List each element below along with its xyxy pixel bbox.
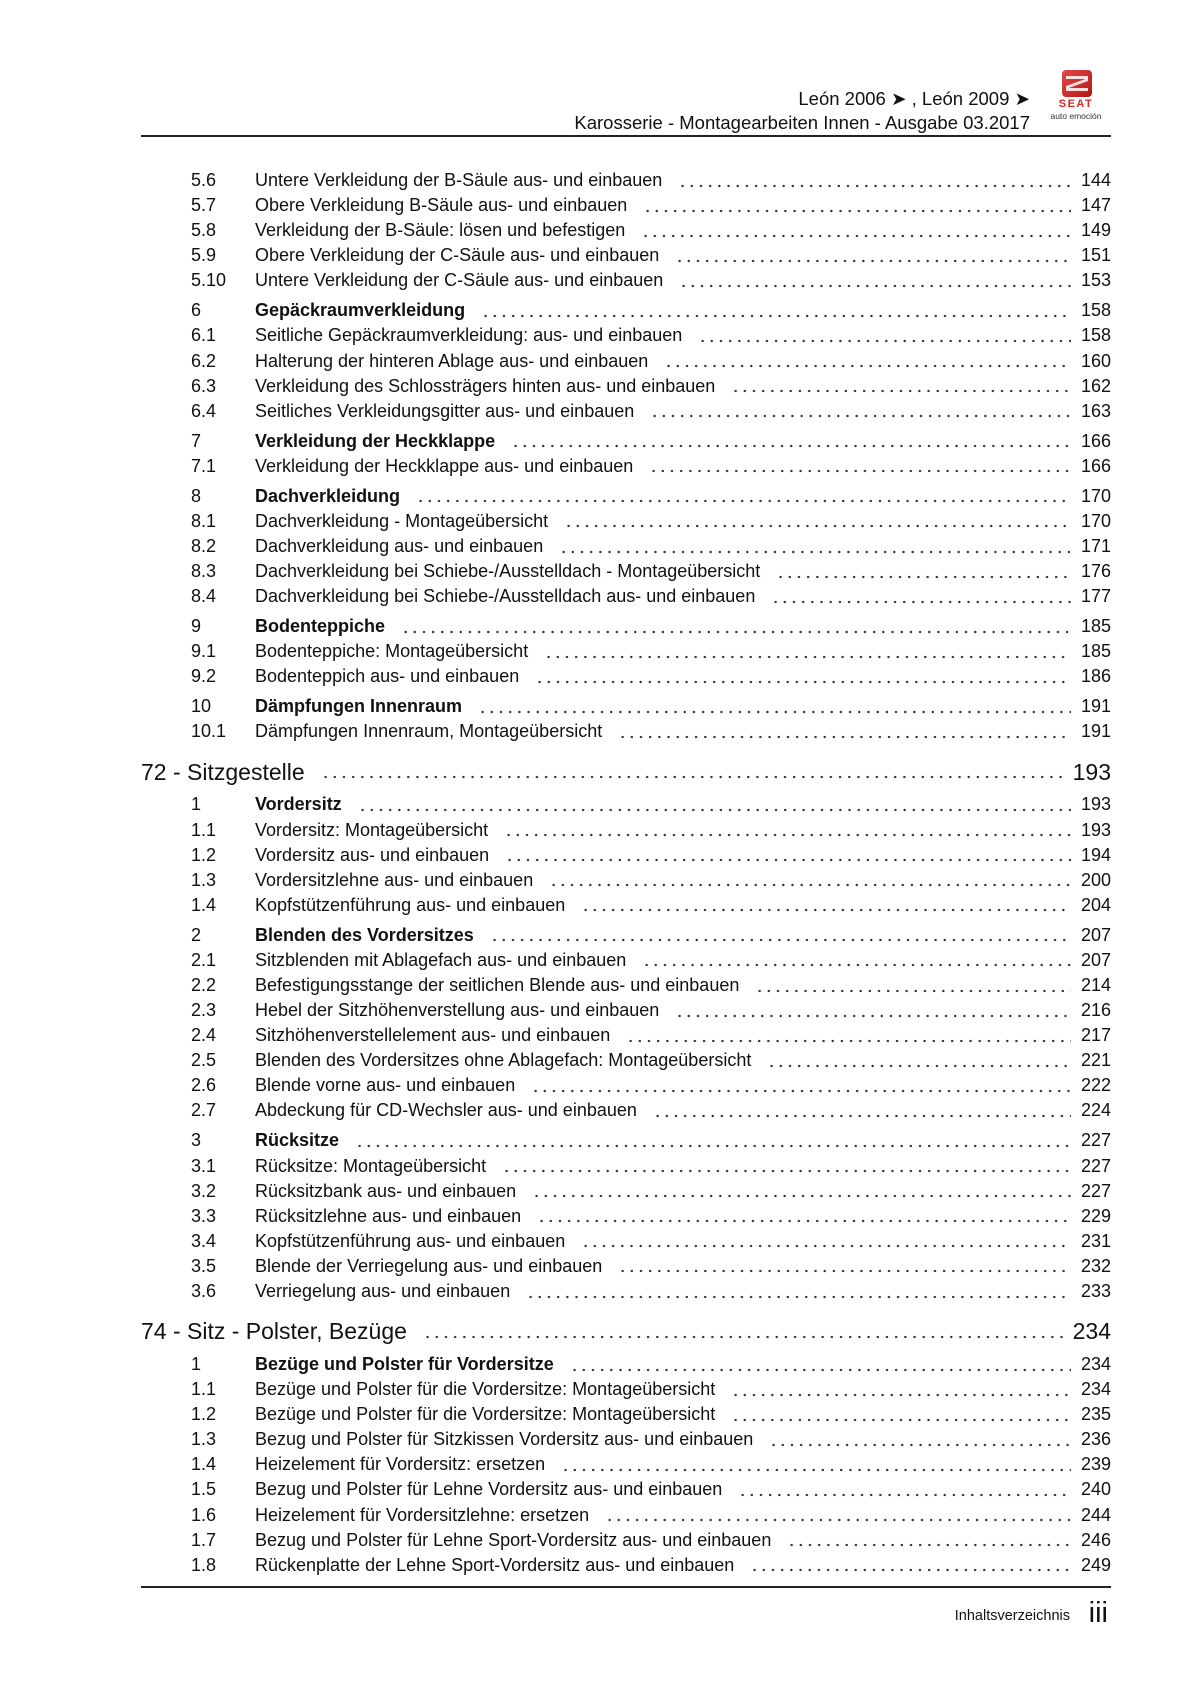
- toc-entry-number: 8.2: [191, 535, 217, 556]
- dot-leader: [358, 807, 1071, 813]
- toc-sub-entry[interactable]: [141, 893, 1111, 918]
- toc-entry-page: 236: [1080, 1429, 1111, 1450]
- toc-entry-title: Bezüge und Polster für Vordersitze: [255, 1353, 554, 1374]
- toc-entry-page: 149: [1080, 220, 1111, 241]
- dot-leader: [679, 283, 1071, 289]
- toc-sub-entry[interactable]: [141, 998, 1111, 1023]
- toc-entry-number: 6.2: [191, 350, 217, 371]
- dot-leader: [490, 937, 1071, 943]
- dot-leader: [532, 1193, 1071, 1199]
- toc-entry-page: 204: [1080, 894, 1111, 915]
- toc-entry-page: 163: [1080, 400, 1111, 421]
- toc-entry-page: 194: [1080, 844, 1111, 865]
- header-models: León 2006 ➤ , León 2009 ➤: [798, 88, 1030, 109]
- toc-entry-title: Rücksitzlehne aus- und einbauen: [255, 1205, 522, 1226]
- toc-sub-entry[interactable]: [141, 1073, 1111, 1098]
- dot-leader: [675, 258, 1071, 264]
- toc-entry-title: Gepäckraumverkleidung: [255, 300, 466, 321]
- toc-entry-number: 6.3: [191, 375, 217, 396]
- toc-sub-entry[interactable]: [141, 1179, 1111, 1204]
- toc-entry-page: 234: [1080, 1379, 1111, 1400]
- toc-entry-number: 3.3: [191, 1205, 217, 1226]
- dot-leader: [755, 988, 1071, 994]
- toc-entry-number: 2.5: [191, 1050, 217, 1071]
- toc-entry-number: 1.2: [191, 1404, 217, 1425]
- toc-entry-number: 6: [191, 300, 202, 321]
- toc-entry-title: Blende vorne aus- und einbauen: [255, 1075, 516, 1096]
- toc-entry-title: Obere Verkleidung B-Säule aus- und einbauen: [255, 195, 628, 216]
- dot-leader: [750, 1567, 1071, 1573]
- toc-sub-entry[interactable]: [141, 1229, 1111, 1254]
- toc-entry-page: 227: [1080, 1130, 1111, 1151]
- toc-entry-number: 1.2: [191, 844, 217, 865]
- toc-sub-entry[interactable]: [141, 1427, 1111, 1452]
- toc-entry-title: Blenden des Vordersitzes: [255, 924, 474, 945]
- toc-entry-number: 2.4: [191, 1025, 217, 1046]
- toc-entry-page: 193: [1080, 819, 1111, 840]
- toc-entry-title: Bodenteppich aus- und einbauen: [255, 666, 520, 687]
- toc-entry-page: 200: [1080, 869, 1111, 890]
- toc-entry-page: 186: [1080, 666, 1111, 687]
- toc-entry-page: 185: [1080, 616, 1111, 637]
- dot-leader: [423, 1334, 1063, 1340]
- toc-sub-entry[interactable]: [141, 818, 1111, 843]
- toc-entry-number: 2.6: [191, 1075, 217, 1096]
- toc-sub-entry[interactable]: [141, 1477, 1111, 1502]
- toc-entry-title: Vordersitz: [255, 794, 342, 815]
- toc-entry-page: 234: [1080, 1353, 1111, 1374]
- toc-section-entry[interactable]: [141, 694, 1111, 719]
- toc-entry-title: Seitliche Gepäckraumverkleidung: aus- und einbauen: [255, 325, 683, 346]
- header-subtitle: Karosserie - Montagearbeiten Innen - Ausgabe 03.2017: [574, 112, 1030, 133]
- toc-entry-page: 224: [1080, 1100, 1111, 1121]
- toc-entry-page: 160: [1080, 350, 1111, 371]
- dot-leader: [769, 1442, 1071, 1448]
- toc-entry-page: 214: [1080, 974, 1111, 995]
- toc-entry-title: Heizelement für Vordersitz: ersetzen: [255, 1454, 546, 1475]
- dot-leader: [564, 523, 1071, 529]
- toc-sub-entry[interactable]: [141, 639, 1111, 664]
- toc-entry-title: Obere Verkleidung der C-Säule aus- und einbauen: [255, 245, 660, 266]
- toc-sub-entry[interactable]: [141, 218, 1111, 243]
- toc-entry-title: Dachverkleidung bei Schiebe-/Ausstelldach - Montageübersicht: [255, 561, 761, 582]
- dot-leader: [561, 1467, 1071, 1473]
- footer-page-number: iii: [1088, 1597, 1108, 1629]
- toc-entry-page: 207: [1080, 924, 1111, 945]
- dot-leader: [401, 629, 1071, 635]
- toc-sub-entry[interactable]: [141, 1528, 1111, 1553]
- toc-entry-number: 2.1: [191, 949, 217, 970]
- dot-leader: [478, 709, 1071, 715]
- toc-entry-title: Sitzblenden mit Ablagefach aus- und einbauen: [255, 949, 627, 970]
- toc-chapter-entry[interactable]: [141, 1316, 1111, 1347]
- toc-entry-page: 147: [1080, 195, 1111, 216]
- toc-entry-number: 1.5: [191, 1479, 217, 1500]
- dot-leader: [416, 498, 1071, 504]
- dot-leader: [731, 1392, 1071, 1398]
- toc-entry-number: 5.7: [191, 195, 217, 216]
- toc-entry-number: 1.7: [191, 1529, 217, 1550]
- toc-entry-page: 162: [1080, 375, 1111, 396]
- toc-entry-title: 74 - Sitz - Polster, Bezüge: [141, 1318, 407, 1345]
- toc-sub-entry[interactable]: [141, 168, 1111, 193]
- dot-leader: [502, 1168, 1071, 1174]
- dot-leader: [537, 1218, 1071, 1224]
- toc-entry-number: 8: [191, 485, 202, 506]
- dot-leader: [738, 1492, 1071, 1498]
- toc-section-entry[interactable]: [141, 298, 1111, 323]
- dot-leader: [771, 599, 1071, 605]
- dot-leader: [653, 1113, 1071, 1119]
- toc-entry-title: Kopfstützenführung aus- und einbauen: [255, 1230, 566, 1251]
- toc-entry-number: 2.3: [191, 1000, 217, 1021]
- toc-entry-title: Bezüge und Polster für die Vordersitze: Montageübersicht: [255, 1379, 716, 1400]
- toc-entry-title: Dachverkleidung aus- und einbauen: [255, 535, 544, 556]
- dot-leader: [355, 1143, 1071, 1149]
- toc-entry-page: 216: [1080, 1000, 1111, 1021]
- toc-entry-page: 158: [1080, 300, 1111, 321]
- logo-text: SEAT: [1058, 98, 1094, 110]
- toc-entry-title: Dachverkleidung bei Schiebe-/Ausstelldach aus- und einbauen: [255, 586, 756, 607]
- toc-entry-title: Seitliches Verkleidungsgitter aus- und einbauen: [255, 400, 635, 421]
- toc-entry-number: 9.1: [191, 641, 217, 662]
- dot-leader: [504, 832, 1071, 838]
- toc-entry-number: 8.4: [191, 586, 217, 607]
- dot-leader: [675, 1013, 1071, 1019]
- toc-entry-number: 5.8: [191, 220, 217, 241]
- toc-entry-number: 7: [191, 430, 202, 451]
- toc-entry-title: 72 - Sitzgestelle: [141, 758, 305, 785]
- toc-section-entry[interactable]: [141, 484, 1111, 509]
- toc-entry-page: 177: [1080, 586, 1111, 607]
- toc-entry-title: Blenden des Vordersitzes ohne Ablagefach: Montageübersicht: [255, 1050, 752, 1071]
- toc-entry-page: 166: [1080, 455, 1111, 476]
- toc-entry-page: 193: [1080, 794, 1111, 815]
- toc-sub-entry[interactable]: [141, 1254, 1111, 1279]
- toc-entry-title: Vordersitzlehne aus- und einbauen: [255, 869, 534, 890]
- toc-section-entry[interactable]: [141, 614, 1111, 639]
- footer-section-name: Inhaltsverzeichnis: [954, 1608, 1070, 1624]
- header-divider: [141, 135, 1111, 137]
- toc-sub-entry[interactable]: [141, 559, 1111, 584]
- dot-leader: [618, 734, 1071, 740]
- dot-leader: [481, 313, 1071, 319]
- toc-sub-entry[interactable]: [141, 1204, 1111, 1229]
- logo-slogan: auto emoción: [1050, 111, 1102, 121]
- toc-entry-number: 1.1: [191, 819, 217, 840]
- dot-leader: [570, 1367, 1071, 1373]
- toc-sub-entry[interactable]: [141, 323, 1111, 348]
- toc-entry-title: Dämpfungen Innenraum: [255, 696, 463, 717]
- dot-leader: [776, 574, 1071, 580]
- toc-entry-page: 191: [1080, 696, 1111, 717]
- dot-leader: [544, 654, 1071, 660]
- footer-divider: [141, 1586, 1111, 1588]
- toc-entry-number: 1.1: [191, 1379, 217, 1400]
- toc-entry-page: 185: [1080, 641, 1111, 662]
- toc-entry-page: 240: [1080, 1479, 1111, 1500]
- toc-entry-number: 3.2: [191, 1180, 217, 1201]
- toc-section-entry[interactable]: [141, 429, 1111, 454]
- toc-entry-title: Bodenteppiche: Montageübersicht: [255, 641, 529, 662]
- dot-leader: [511, 443, 1071, 449]
- toc-entry-number: 3.1: [191, 1155, 217, 1176]
- toc-entry-number: 8.1: [191, 510, 217, 531]
- toc-entry-title: Verkleidung der B-Säule: lösen und befestigen: [255, 220, 626, 241]
- toc-entry-page: 246: [1080, 1529, 1111, 1550]
- dot-leader: [643, 208, 1071, 214]
- toc-entry-page: 234: [1072, 1318, 1111, 1345]
- toc-entry-page: 191: [1080, 721, 1111, 742]
- toc-entry-page: 227: [1080, 1155, 1111, 1176]
- toc-entry-title: Vordersitz: Montageübersicht: [255, 819, 489, 840]
- toc-sub-entry[interactable]: [141, 1048, 1111, 1073]
- toc-entry-number: 6.4: [191, 400, 217, 421]
- dot-leader: [664, 363, 1071, 369]
- toc-entry-page: 171: [1080, 535, 1111, 556]
- toc-sub-entry[interactable]: [141, 374, 1111, 399]
- toc-entry-title: Verkleidung der Heckklappe: [255, 430, 496, 451]
- toc-entry-number: 3.6: [191, 1280, 217, 1301]
- toc-entry-title: Sitzhöhenverstellelement aus- und einbauen: [255, 1025, 611, 1046]
- toc-entry-page: 222: [1080, 1075, 1111, 1096]
- dot-leader: [581, 907, 1071, 913]
- dot-leader: [767, 1063, 1071, 1069]
- toc-entry-number: 9.2: [191, 666, 217, 687]
- toc-entry-page: 166: [1080, 430, 1111, 451]
- toc-entry-page: 232: [1080, 1255, 1111, 1276]
- toc-entry-page: 244: [1080, 1504, 1111, 1525]
- dot-leader: [321, 774, 1063, 780]
- toc-sub-entry[interactable]: [141, 1402, 1111, 1427]
- toc-sub-entry[interactable]: [141, 243, 1111, 268]
- toc-entry-page: 249: [1080, 1554, 1111, 1575]
- table-of-contents: [141, 168, 1111, 1578]
- toc-entry-title: Rücksitze: Montageübersicht: [255, 1155, 487, 1176]
- toc-entry-number: 1.3: [191, 869, 217, 890]
- toc-entry-title: Bezug und Polster für Lehne Sport-Vordersitz aus- und einbauen: [255, 1529, 772, 1550]
- toc-sub-entry[interactable]: [141, 399, 1111, 424]
- dot-leader: [642, 962, 1071, 968]
- toc-sub-entry[interactable]: [141, 1098, 1111, 1123]
- toc-entry-number: 3.5: [191, 1255, 217, 1276]
- toc-sub-entry[interactable]: [141, 843, 1111, 868]
- dot-leader: [650, 413, 1071, 419]
- toc-entry-number: 1.3: [191, 1429, 217, 1450]
- toc-entry-page: 239: [1080, 1454, 1111, 1475]
- toc-section-entry[interactable]: [141, 923, 1111, 948]
- toc-sub-entry[interactable]: [141, 193, 1111, 218]
- toc-chapter-entry[interactable]: [141, 757, 1111, 788]
- toc-sub-entry[interactable]: [141, 454, 1111, 479]
- toc-sub-entry[interactable]: [141, 509, 1111, 534]
- toc-entry-title: Halterung der hinteren Ablage aus- und einbauen: [255, 350, 649, 371]
- dot-leader: [505, 857, 1071, 863]
- toc-section-entry[interactable]: [141, 1128, 1111, 1153]
- toc-entry-page: 231: [1080, 1230, 1111, 1251]
- toc-entry-title: Bodenteppiche: [255, 616, 386, 637]
- toc-sub-entry[interactable]: [141, 948, 1111, 973]
- toc-sub-entry[interactable]: [141, 1503, 1111, 1528]
- toc-entry-title: Untere Verkleidung der C-Säule aus- und einbauen: [255, 270, 664, 291]
- toc-entry-title: Dachverkleidung: [255, 485, 401, 506]
- toc-entry-title: Kopfstützenführung aus- und einbauen: [255, 894, 566, 915]
- toc-entry-page: 158: [1080, 325, 1111, 346]
- toc-entry-number: 9: [191, 616, 202, 637]
- toc-sub-entry[interactable]: [141, 584, 1111, 609]
- toc-entry-page: 221: [1080, 1050, 1111, 1071]
- toc-entry-page: 233: [1080, 1280, 1111, 1301]
- dot-leader: [641, 233, 1071, 239]
- toc-entry-title: Verkleidung des Schlossträgers hinten aus- und einbauen: [255, 375, 716, 396]
- toc-entry-page: 227: [1080, 1180, 1111, 1201]
- toc-entry-title: Rücksitze: [255, 1130, 340, 1151]
- toc-sub-entry[interactable]: [141, 973, 1111, 998]
- toc-entry-title: Befestigungsstange der seitlichen Blende aus- und einbauen: [255, 974, 740, 995]
- dot-leader: [626, 1038, 1071, 1044]
- toc-entry-number: 5.9: [191, 245, 217, 266]
- toc-entry-number: 6.1: [191, 325, 217, 346]
- toc-sub-entry[interactable]: [141, 268, 1111, 293]
- toc-entry-page: 235: [1080, 1404, 1111, 1425]
- toc-entry-page: 193: [1072, 758, 1111, 785]
- toc-entry-number: 7.1: [191, 455, 217, 476]
- toc-sub-entry[interactable]: [141, 1279, 1111, 1304]
- dot-leader: [787, 1542, 1071, 1548]
- toc-section-entry[interactable]: [141, 1352, 1111, 1377]
- toc-sub-entry[interactable]: [141, 1154, 1111, 1179]
- toc-sub-entry[interactable]: [141, 1553, 1111, 1578]
- toc-entry-number: 5.10: [191, 270, 227, 291]
- toc-entry-title: Heizelement für Vordersitzlehne: ersetzen: [255, 1504, 590, 1525]
- toc-sub-entry[interactable]: [141, 1452, 1111, 1477]
- toc-entry-page: 207: [1080, 949, 1111, 970]
- dot-leader: [526, 1294, 1071, 1300]
- toc-entry-page: 170: [1080, 485, 1111, 506]
- toc-entry-title: Blende der Verriegelung aus- und einbauen: [255, 1255, 603, 1276]
- toc-sub-entry[interactable]: [141, 534, 1111, 559]
- toc-entry-title: Untere Verkleidung der B-Säule aus- und einbauen: [255, 170, 663, 190]
- dot-leader: [649, 468, 1071, 474]
- toc-entry-number: 1: [191, 794, 202, 815]
- toc-entry-page: 217: [1080, 1025, 1111, 1046]
- toc-entry-page: 151: [1080, 245, 1111, 266]
- toc-entry-number: 10: [191, 696, 212, 717]
- dot-leader: [731, 1417, 1071, 1423]
- dot-leader: [581, 1243, 1071, 1249]
- dot-leader: [531, 1088, 1071, 1094]
- toc-sub-entry[interactable]: [141, 1377, 1111, 1402]
- toc-entry-title: Bezug und Polster für Lehne Vordersitz aus- und einbauen: [255, 1479, 723, 1500]
- toc-entry-title: Hebel der Sitzhöhenverstellung aus- und einbauen: [255, 1000, 660, 1021]
- seat-logo: [1040, 68, 1112, 124]
- toc-sub-entry[interactable]: [141, 349, 1111, 374]
- toc-entry-number: 1.4: [191, 1454, 217, 1475]
- toc-entry-title: Verriegelung aus- und einbauen: [255, 1280, 511, 1301]
- dot-leader: [618, 1268, 1071, 1274]
- toc-entry-page: 229: [1080, 1205, 1111, 1226]
- toc-section-entry[interactable]: [141, 792, 1111, 817]
- toc-entry-number: 2.7: [191, 1100, 217, 1121]
- dot-leader: [605, 1517, 1071, 1523]
- dot-leader: [678, 183, 1071, 189]
- toc-entry-number: 3.4: [191, 1230, 217, 1251]
- toc-sub-entry[interactable]: [141, 719, 1111, 744]
- toc-entry-number: 1.4: [191, 894, 217, 915]
- dot-leader: [698, 338, 1071, 344]
- toc-entry-title: Verkleidung der Heckklappe aus- und einbauen: [255, 455, 634, 476]
- toc-entry-page: 144: [1080, 170, 1111, 190]
- dot-leader: [731, 388, 1071, 394]
- dot-leader: [535, 679, 1071, 685]
- toc-entry-title: Vordersitz aus- und einbauen: [255, 844, 490, 865]
- toc-entry-number: 3: [191, 1130, 202, 1151]
- dot-leader: [559, 549, 1071, 555]
- toc-sub-entry[interactable]: [141, 1023, 1111, 1048]
- toc-entry-title: Dämpfungen Innenraum, Montageübersicht: [255, 721, 603, 742]
- toc-entry-number: 1: [191, 1353, 202, 1374]
- seat-emblem-icon: [1062, 70, 1092, 97]
- toc-entry-title: Dachverkleidung - Montageübersicht: [255, 510, 549, 531]
- toc-entry-page: 153: [1080, 270, 1111, 291]
- toc-entry-number: 1.6: [191, 1504, 217, 1525]
- toc-entry-title: Abdeckung für CD-Wechsler aus- und einbauen: [255, 1100, 637, 1121]
- toc-entry-title: Bezüge und Polster für die Vordersitze: Montageübersicht: [255, 1404, 716, 1425]
- toc-entry-page: 176: [1080, 561, 1111, 582]
- toc-entry-number: 5.6: [191, 170, 217, 190]
- toc-entry-number: 10.1: [191, 721, 227, 742]
- toc-entry-number: 2: [191, 924, 202, 945]
- toc-entry-number: 2.2: [191, 974, 217, 995]
- toc-entry-title: Rückenplatte der Lehne Sport-Vordersitz aus- und einbauen: [255, 1554, 735, 1575]
- dot-leader: [549, 882, 1071, 888]
- toc-sub-entry[interactable]: [141, 868, 1111, 893]
- toc-entry-title: Rücksitzbank aus- und einbauen: [255, 1180, 517, 1201]
- toc-entry-title: Bezug und Polster für Sitzkissen Vordersitz aus- und einbauen: [255, 1429, 754, 1450]
- toc-sub-entry[interactable]: [141, 664, 1111, 689]
- toc-entry-number: 8.3: [191, 561, 217, 582]
- toc-entry-number: 1.8: [191, 1554, 217, 1575]
- toc-entry-page: 170: [1080, 510, 1111, 531]
